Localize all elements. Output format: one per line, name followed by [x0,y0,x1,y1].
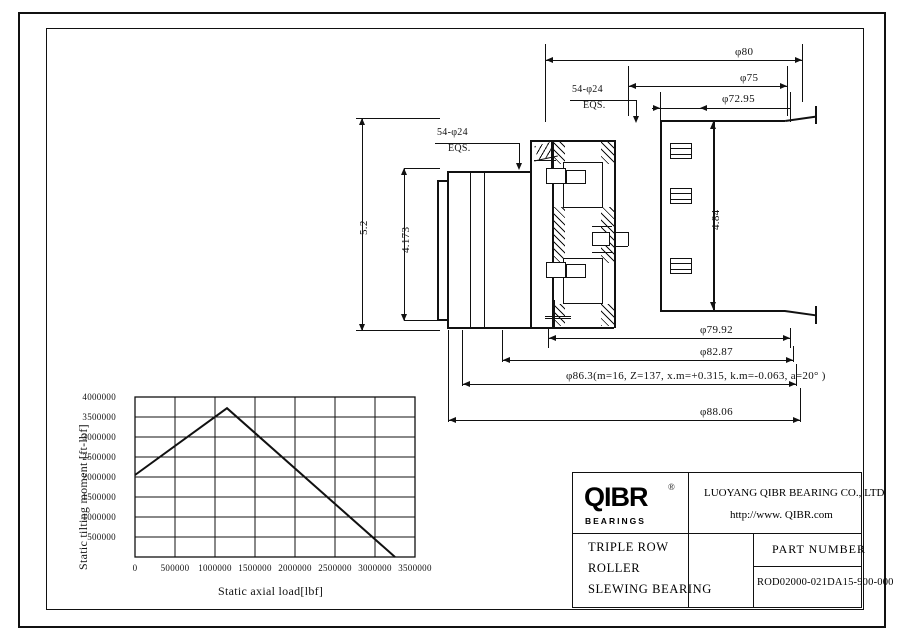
dim-line-d863 [462,384,796,385]
section-hatch-tr [601,142,614,164]
dim-label-52: 5.2 [358,220,370,235]
ext-line-4173-top [404,168,440,169]
ext-line-52-bottom [356,330,440,331]
qibr-logo-subtext: BEARINGS [585,516,646,526]
chart-xtick: 3500000 [398,563,432,573]
chart-ytick: 1000000 [82,512,116,522]
housing-top-face [660,120,785,122]
ring-left-top-face [447,171,530,173]
part-number-value: ROD02000-021DA15-900-000 [757,577,894,588]
chart-xtick: 1500000 [238,563,272,573]
dim-label-d8287: φ82.87 [700,346,733,358]
note-right-arrow [633,116,639,123]
bolt-head-1 [670,143,692,159]
ext-line-d8806-right [800,388,801,422]
dim-label-d7992: φ79.92 [700,324,733,336]
dim-arrow-484-top [710,122,716,129]
chart-ytick: 4000000 [82,392,116,402]
dim-arrow-d8287-right [786,357,793,363]
ring-left-outer-edge [437,180,439,320]
ext-line-d7295-right [790,92,791,122]
section-hatch-middle [553,207,565,263]
note-left-line1: 54-φ24 [437,127,468,138]
qibr-logo-registered: ® [668,482,676,492]
chart-xtick: 2500000 [318,563,352,573]
dim-arrow-d75-right [780,83,787,89]
inner-ring-right-face [614,140,616,328]
dim-label-d8806: φ88.06 [700,406,733,418]
product-line-1: TRIPLE ROW [588,540,669,554]
bolt-line-2a [670,193,692,194]
dim-label-d863: φ86.3(m=16, Z=137, x.m=+0.315, k.m=-0.063, a=20° ) [566,370,826,382]
dim-arrow-d80-left [546,57,553,63]
housing-right-bottom [815,306,817,324]
bolt-line-2b [670,199,692,200]
dim-line-d7295 [652,108,790,109]
roller-top-inner [566,170,586,184]
dim-arrow-d7295-mid [700,105,707,111]
chart-xtick: 2000000 [278,563,312,573]
bottom-seal [545,316,571,317]
ring-left-bottom-face [447,327,530,329]
dim-arrow-d80-right [795,57,802,63]
ext-line-d7295-left [660,92,661,122]
bolt-line-1a [670,148,692,149]
dim-arrow-d8806-right [793,417,800,423]
dim-arrow-4173-top [401,168,407,175]
housing-left-face [660,120,662,310]
chart-xtick: 0 [132,563,138,573]
ext-line-d863-left [462,330,463,386]
dim-line-d80 [545,60,802,61]
chart-ytick: 500000 [87,532,116,542]
ring-left-top-chamfer [437,180,447,182]
dim-arrow-d8287-left [503,357,510,363]
note-right-line1: 54-φ24 [572,84,603,95]
dim-line-d8287 [502,360,793,361]
bolt-line-1b [670,154,692,155]
dim-line-d8806 [448,420,800,421]
qibr-logo-text: QIBR [584,482,648,512]
chart-xtick: 1000000 [198,563,232,573]
dim-arrow-484-bottom [710,302,716,309]
bolt-head-3 [670,258,692,274]
ext-line-d8806-left [448,330,449,422]
ring-left-inner-edge [447,172,449,328]
ring-left-step-bottom [530,327,554,329]
part-number-label: PART NUMBER [772,542,866,556]
ring-left-hole-line-a [470,171,471,328]
housing-right-top [815,106,817,124]
bottom-seal-2 [545,318,571,319]
inner-ring-bottom-face [552,327,614,329]
dim-arrow-d863-left [463,381,470,387]
dim-line-d7992 [548,338,790,339]
section-hatch-br [601,304,614,326]
chart-xtick: 3000000 [358,563,392,573]
gear-line-a [614,232,628,233]
chart-ytick: 2500000 [82,452,116,462]
dim-arrow-d75-left [629,83,636,89]
gear-line-c [628,232,629,246]
title-block-hline-partnum [753,566,862,567]
dim-label-d7295: φ72.95 [722,93,755,105]
ext-line-d75-left [628,66,629,116]
ext-line-d80-right [802,44,803,102]
chart-xlabel: Static axial load[lbf] [218,584,324,598]
note-left-line2: EQS. [448,143,471,154]
chart-xtick: 500000 [160,563,190,573]
title-block-vline-bottom [753,533,754,608]
title-block-hline [572,533,862,534]
company-url: http://www. QIBR.com [730,509,833,521]
roller-bottom-outer [546,262,566,278]
ext-line-d80-left [545,44,546,122]
dim-arrow-52-bottom [359,324,365,331]
raceway-radial-top [592,226,612,227]
note-left-leader-v [519,143,520,165]
ext-line-52-top [356,118,440,119]
dim-label-484: 4.84 [710,209,722,230]
housing-bottom-face [660,310,785,312]
note-right-line2: EQS. [583,100,606,111]
dim-arrow-d7992-right [783,335,790,341]
gear-line-b [614,246,628,247]
ext-line-d8287-right [793,346,794,362]
chart-ytick: 2000000 [82,472,116,482]
chart-ytick: 1500000 [82,492,116,502]
roller-bottom-inner [566,264,586,278]
company-name: LUOYANG QIBR BEARING CO., LTD [704,487,885,499]
ext-line-d7992-right [790,328,791,348]
ext-line-4173-bottom [404,320,440,321]
chart-ytick: 3500000 [82,412,116,422]
note-left-leader-h [501,143,519,144]
chart-plot-area [120,392,420,567]
product-line-2: ROLLER [588,561,641,575]
raceway-pocket-top [563,162,603,208]
bolt-head-2 [670,188,692,204]
raceway-radial-bottom [592,252,612,253]
dim-arrow-52-top [359,118,365,125]
chart-ytick: 3000000 [82,432,116,442]
bolt-line-3b [670,269,692,270]
note-left-arrow [516,163,522,170]
dim-line-d75 [628,86,787,87]
bolt-line-3a [670,263,692,264]
roller-top-outer [546,168,566,184]
dim-arrow-d7295-left [653,105,660,111]
dim-label-d80: φ80 [735,46,754,58]
roller-radial [592,232,610,246]
dim-label-d75: φ75 [740,72,759,84]
dim-arrow-d7992-left [549,335,556,341]
ring-left-hole-line-b [484,171,485,328]
product-line-3: SLEWING BEARING [588,582,712,596]
chart-ylabel: Static tilting moment [ft-lbf] [76,424,90,570]
dim-arrow-d8806-left [449,417,456,423]
dim-label-4173: 4.173 [400,226,412,253]
ring-left-right-face [530,140,532,328]
section-hatch-bl [553,304,565,326]
